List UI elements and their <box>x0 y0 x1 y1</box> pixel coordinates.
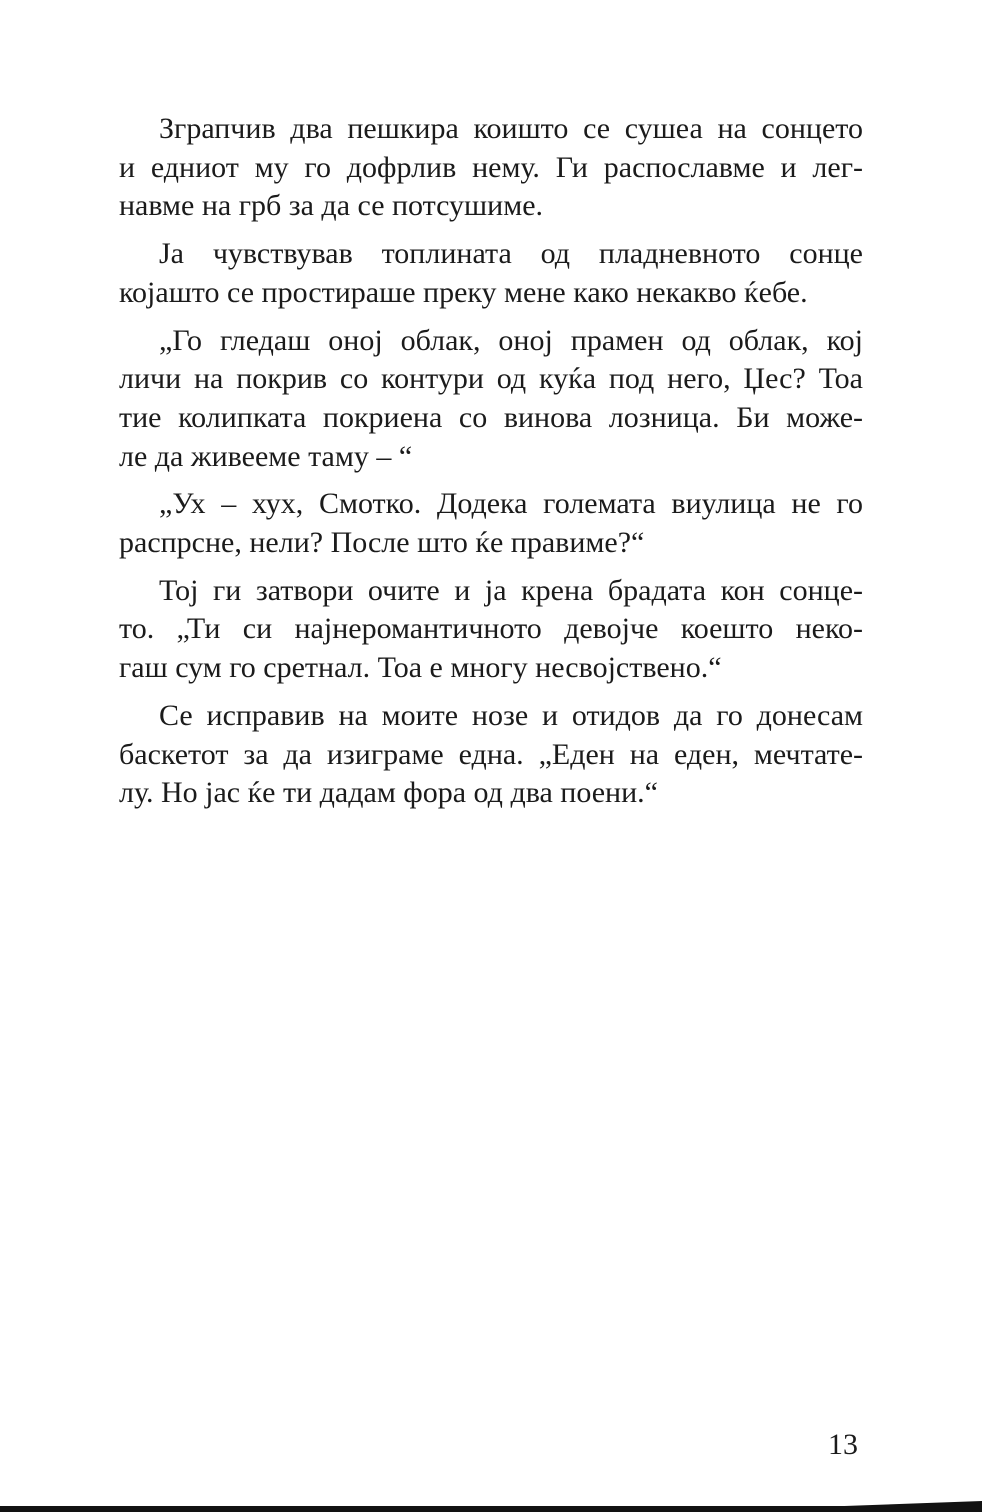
page-number: 13 <box>828 1428 858 1461</box>
text-line: „Ух – хух, Смотко. Додека големата виулица не го <box>159 487 863 521</box>
text-line: Зграпчив два пешкира коишто се сушеа на сонцето <box>159 112 863 145</box>
text-line: и едниот му го дофрлив нему. Ги распославме и лег- <box>119 150 863 184</box>
body-text <box>119 110 863 813</box>
scan-edge-artifact <box>0 1500 982 1512</box>
paragraph <box>119 697 863 813</box>
text-line: навме на грб за да се потсушиме. <box>119 189 544 223</box>
text-line: тие колипката покриена со винова лозница. Би може- <box>119 400 863 434</box>
paragraph <box>119 322 863 477</box>
text-line: Ја чувствував топлината од пладневното сонце <box>159 237 863 271</box>
text-line: којашто се простираше преку мене како некакво ќебе. <box>119 275 808 309</box>
text-line: Се исправив на моите нозе и отидов да го донесам <box>159 698 863 732</box>
text-line: баскетот за да изиграме една. „Еден на еден, мечтате- <box>119 737 863 771</box>
paragraph <box>119 485 863 562</box>
text-line: ле да живееме таму – “ <box>119 439 413 473</box>
paragraph <box>119 572 863 688</box>
text-line: личи на покрив со контури од куќа под него, Џес? Тоа <box>119 362 863 396</box>
text-line: гаш сум го сретнал. Тоа е многу несвојствено.“ <box>119 651 722 685</box>
paragraph <box>119 235 863 312</box>
paragraph <box>119 110 863 226</box>
text-line: лу. Но јас ќе ти дадам фора од два поени.“ <box>119 776 658 810</box>
text-line: „Го гледаш оној облак, оној прамен од облак, кој <box>159 323 863 357</box>
text-line: Тој ги затвори очите и ја крена брадата кон сонце- <box>159 573 863 607</box>
text-line: то. „Ти си најнеромантичното девојче коешто неко- <box>119 612 863 646</box>
text-line: распрсне, нели? После што ќе правиме?“ <box>119 526 645 560</box>
